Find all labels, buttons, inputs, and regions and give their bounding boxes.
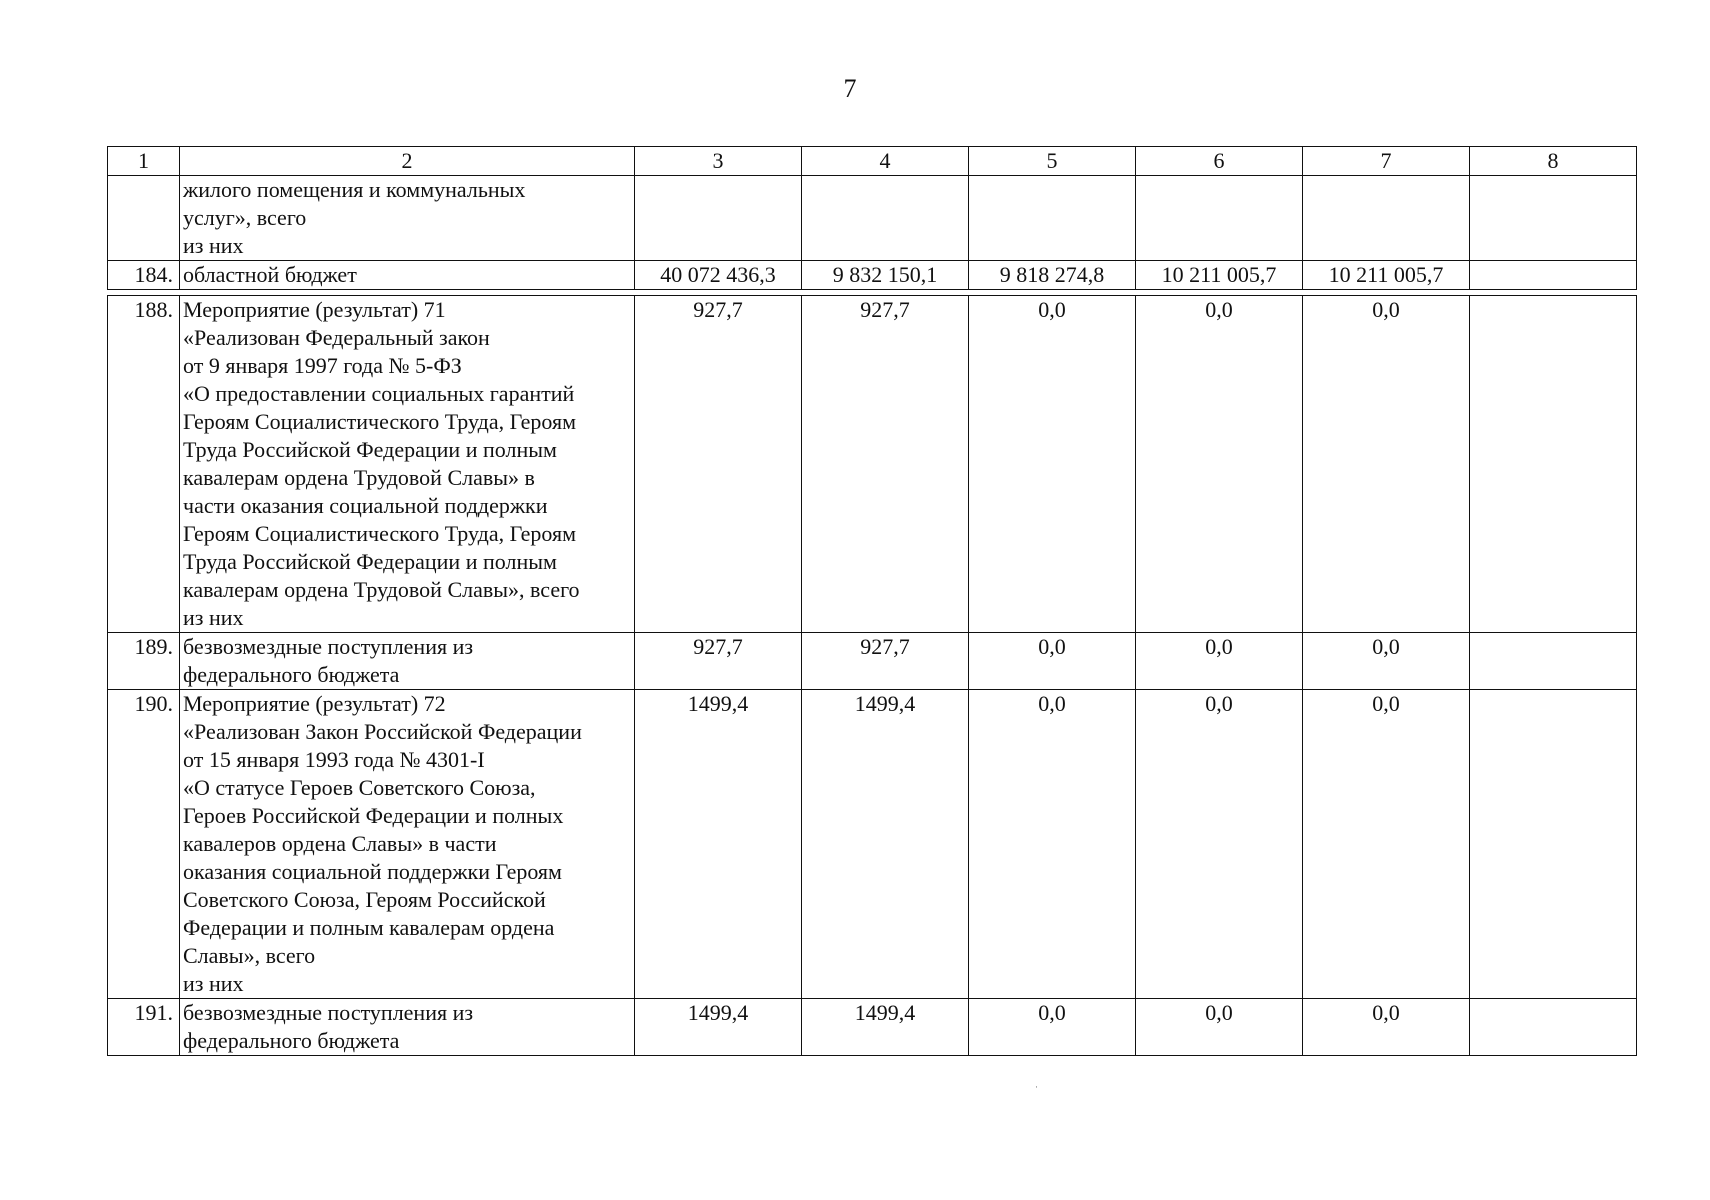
- value-cell: 0,0: [1303, 999, 1470, 1056]
- row-description: [180, 633, 635, 690]
- row-description: [180, 261, 635, 290]
- budget-table-bottom: [107, 295, 1637, 1056]
- row-number: [108, 176, 180, 261]
- value-cell: 927,7: [635, 296, 802, 633]
- value-cell: 927,7: [802, 296, 969, 633]
- description-line: части оказания социальной поддержки: [183, 493, 548, 518]
- description-line: кавалерам ордена Трудовой Славы» в: [183, 465, 535, 490]
- row-number: 184.: [108, 261, 180, 290]
- description-line: от 9 января 1997 года № 5-ФЗ: [183, 353, 462, 378]
- description-line: «Реализован Федеральный закон: [183, 325, 490, 350]
- description-line: кавалеров ордена Славы» в части: [183, 831, 497, 856]
- description-line: из них: [183, 233, 244, 258]
- value-cell: 0,0: [1136, 296, 1303, 633]
- description-line: Труда Российской Федерации и полным: [183, 549, 557, 574]
- description-line: «О статусе Героев Советского Союза,: [183, 775, 536, 800]
- value-cell: 10 211 005,7: [1303, 261, 1470, 290]
- row-description: [180, 176, 635, 261]
- description-line: кавалерам ордена Трудовой Славы», всего: [183, 577, 580, 602]
- value-cell: 0,0: [1136, 999, 1303, 1056]
- value-cell: 0,0: [1136, 633, 1303, 690]
- value-cell: [1470, 999, 1637, 1056]
- value-cell: 40 072 436,3: [635, 261, 802, 290]
- value-cell: 0,0: [1303, 296, 1470, 633]
- description-line: Славы», всего: [183, 943, 316, 968]
- table-row: [108, 999, 1637, 1056]
- value-cell: 0,0: [1136, 690, 1303, 999]
- description-line: Федерации и полным кавалерам ордена: [183, 915, 555, 940]
- column-header: 6: [1136, 147, 1303, 176]
- row-number: 189.: [108, 633, 180, 690]
- description-line: услуг», всего: [183, 205, 307, 230]
- row-number: 190.: [108, 690, 180, 999]
- description-line: Советского Союза, Героям Российской: [183, 887, 546, 912]
- value-cell: 1499,4: [635, 690, 802, 999]
- table-row: [108, 690, 1637, 999]
- table-row: [108, 296, 1637, 633]
- description-line: «Реализован Закон Российской Федерации: [183, 719, 582, 744]
- value-cell: 0,0: [969, 690, 1136, 999]
- value-cell: [1303, 176, 1470, 261]
- description-line: Героев Российской Федерации и полных: [183, 803, 564, 828]
- row-description: [180, 690, 635, 999]
- column-header: 4: [802, 147, 969, 176]
- description-line: федерального бюджета: [183, 662, 400, 687]
- description-line: Мероприятие (результат) 72: [183, 691, 446, 716]
- value-cell: [1470, 633, 1637, 690]
- value-cell: [1470, 296, 1637, 633]
- column-header: 8: [1470, 147, 1637, 176]
- value-cell: [969, 176, 1136, 261]
- description-line: «О предоставлении социальных гарантий: [183, 381, 575, 406]
- description-line: Героям Социалистического Труда, Героям: [183, 521, 577, 546]
- description-line: безвозмездные поступления из: [183, 1000, 474, 1025]
- description-line: от 15 января 1993 года № 4301-I: [183, 747, 485, 772]
- value-cell: [802, 176, 969, 261]
- value-cell: [635, 176, 802, 261]
- table-row: [108, 633, 1637, 690]
- budget-table-top: [107, 146, 1637, 290]
- description-line: федерального бюджета: [183, 1028, 400, 1053]
- value-cell: 9 818 274,8: [969, 261, 1136, 290]
- description-line: Героям Социалистического Труда, Героям: [183, 409, 577, 434]
- description-line: безвозмездные поступления из: [183, 634, 474, 659]
- column-header: 3: [635, 147, 802, 176]
- value-cell: 1499,4: [635, 999, 802, 1056]
- row-number: 191.: [108, 999, 180, 1056]
- value-cell: [1470, 176, 1637, 261]
- column-header: 7: [1303, 147, 1470, 176]
- column-header: 5: [969, 147, 1136, 176]
- description-line: Мероприятие (результат) 71: [183, 297, 446, 322]
- value-cell: 9 832 150,1: [802, 261, 969, 290]
- value-cell: 1499,4: [802, 690, 969, 999]
- row-description: [180, 999, 635, 1056]
- value-cell: [1470, 690, 1637, 999]
- scan-artifact: ·: [1035, 1082, 1038, 1092]
- table-row: [108, 176, 1637, 261]
- description-line: из них: [183, 971, 244, 996]
- value-cell: [1470, 261, 1637, 290]
- value-cell: 1499,4: [802, 999, 969, 1056]
- value-cell: 927,7: [635, 633, 802, 690]
- value-cell: 0,0: [969, 296, 1136, 633]
- description-line: оказания социальной поддержки Героям: [183, 859, 562, 884]
- value-cell: 10 211 005,7: [1136, 261, 1303, 290]
- value-cell: 0,0: [969, 999, 1136, 1056]
- description-line: областной бюджет: [183, 262, 357, 287]
- column-header: 2: [180, 147, 635, 176]
- value-cell: 0,0: [1303, 633, 1470, 690]
- value-cell: 927,7: [802, 633, 969, 690]
- row-description: [180, 296, 635, 633]
- description-line: Труда Российской Федерации и полным: [183, 437, 557, 462]
- column-header: 1: [108, 147, 180, 176]
- row-number: 188.: [108, 296, 180, 633]
- description-line: из них: [183, 605, 244, 630]
- value-cell: [1136, 176, 1303, 261]
- value-cell: 0,0: [969, 633, 1136, 690]
- page-number: 7: [843, 74, 857, 103]
- column-number-header: [108, 147, 1637, 176]
- table-row: [108, 261, 1637, 290]
- value-cell: 0,0: [1303, 690, 1470, 999]
- description-line: жилого помещения и коммунальных: [183, 177, 526, 202]
